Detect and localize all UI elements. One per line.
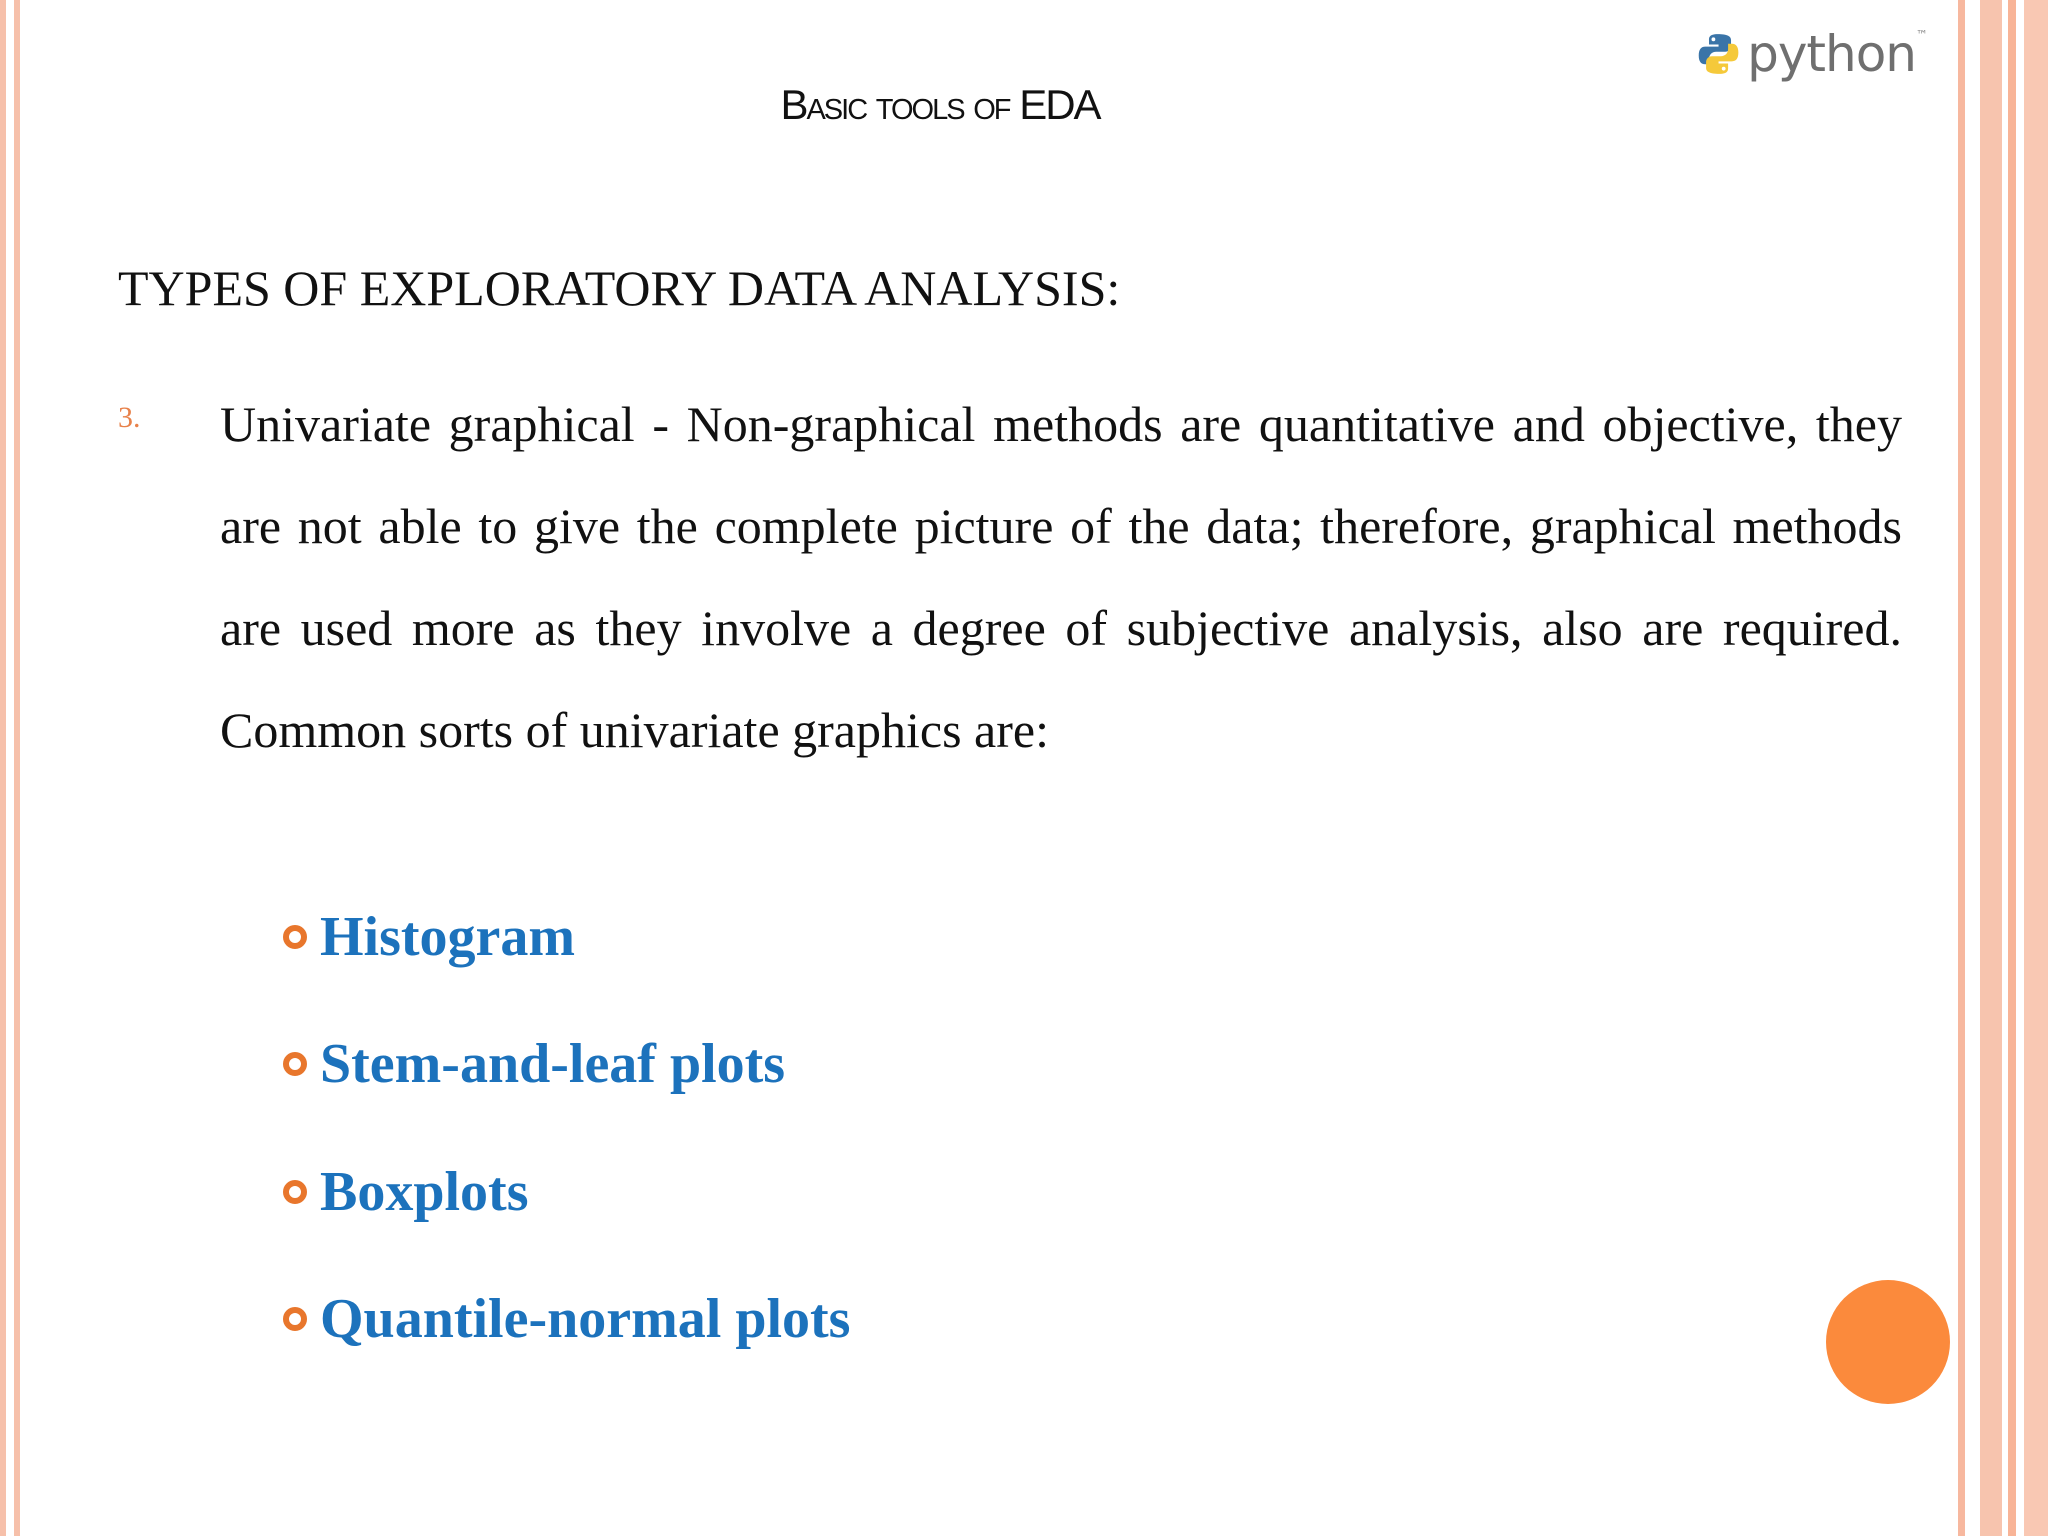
- left-border-stripe-inner: [14, 0, 20, 1536]
- list-item: [282, 1032, 850, 1096]
- ring-bullet-icon: [282, 1179, 308, 1205]
- ring-bullet-icon: [282, 1051, 308, 1077]
- ring-bullet-icon: [282, 1306, 308, 1332]
- logo-wordmark: python: [1747, 25, 1916, 83]
- bullet-text: Boxplots: [320, 1160, 529, 1223]
- bullet-list: [282, 905, 850, 1414]
- section-heading: TYPES OF EXPLORATORY DATA ANALYSIS:: [118, 260, 1121, 316]
- right-border-stripe: [1980, 0, 2002, 1536]
- bullet-text: Histogram: [320, 906, 576, 968]
- logo-trademark: ™: [1916, 28, 1928, 42]
- left-border-stripe: [0, 0, 6, 1536]
- right-border-stripe: [1958, 0, 1965, 1536]
- orange-circle-decoration: [1826, 1280, 1950, 1404]
- item-number: 3.: [118, 401, 141, 434]
- ring-bullet-icon: [282, 924, 308, 950]
- list-item: [282, 1287, 850, 1351]
- list-item: [282, 1160, 850, 1224]
- item-paragraph: Univariate graphical - Non-graphical methods are quantitative and objective, they are not able to give the complete picture of the data; therefore, graphical methods are used more as they involve a degree of subjective analysis, also are required. Common sorts of univariate graphics are:: [220, 396, 1902, 758]
- python-logo: [1698, 22, 1928, 86]
- python-logo-icon: [1698, 25, 1739, 83]
- list-item: [282, 905, 850, 969]
- slide-title: Basic tools of EDA: [780, 81, 1100, 128]
- bullet-text: Quantile-normal plots: [320, 1287, 851, 1350]
- right-border-stripe: [2008, 0, 2016, 1536]
- bullet-text: Stem-and-leaf plots: [320, 1033, 786, 1096]
- right-border-stripe: [2024, 0, 2048, 1536]
